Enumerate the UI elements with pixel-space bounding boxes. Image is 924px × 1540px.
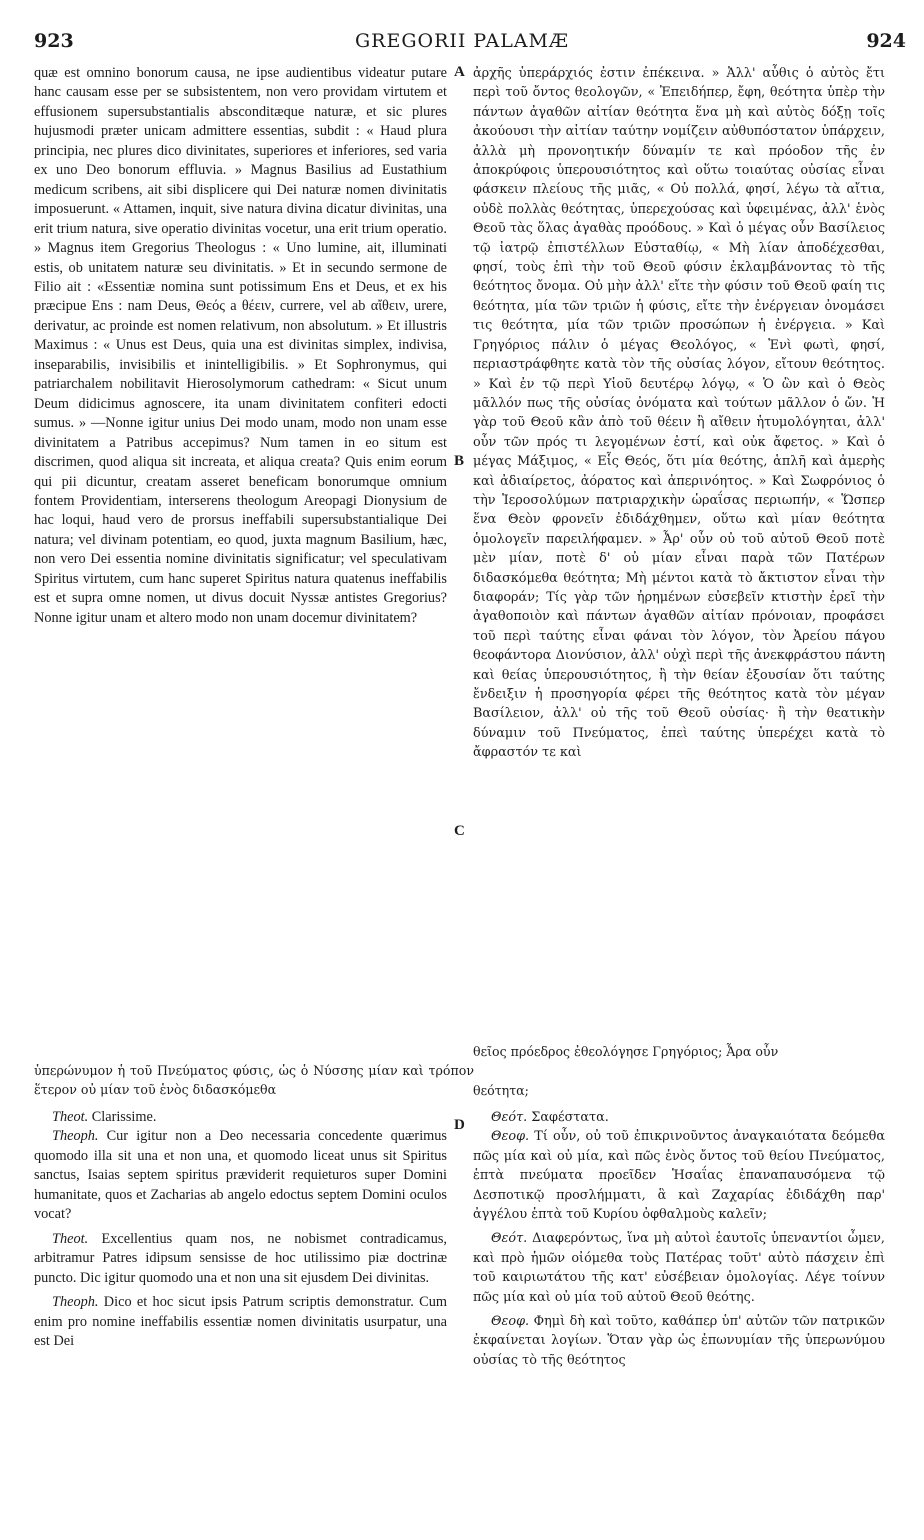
speaker-label: Θεότ. xyxy=(491,1231,528,1247)
speaker-label: Θεοφ. xyxy=(491,1314,530,1330)
margin-marker-a: A xyxy=(454,64,465,80)
page-number-right: 924 xyxy=(866,30,906,52)
latin-speech: Theot. Clarissime. xyxy=(52,1109,157,1125)
latin-column-upper xyxy=(34,64,447,1040)
margin-marker-c: C xyxy=(454,823,465,839)
greek-speech: Θεότ. Διαφερόντως, ἵνα μὴ αὐτοὶ ἑαυτοῖς ὑπεναντίοι ὦμεν, καὶ πρὸ ἡμῶν οἰόμεθα τοὺς Πατέρας τοῦτ' αὐτὸ πάσχειν ἐπὶ τοῦ καιριωτάτου τῆς κατ' εὐσέβειαν ὁμολογίας. Λέγε τοίνυν πῶς μία καὶ οὐ μία τοῦ αὐτοῦ Θεοῦ θεότης. xyxy=(473,1231,885,1305)
greek-dialogue xyxy=(473,1108,885,1538)
greek-spanning-right-2: θεότητα; xyxy=(473,1083,529,1098)
latin-speech: Theoph. Dico et hoc sicut ipsis Patrum scriptis demonstratur. Cum enim pro nomine ineffabilis essentiæ nomen divinitatis usurpatur, una est Dei xyxy=(34,1294,447,1349)
greek-speech: Θεότ. Σαφέστατα. xyxy=(491,1110,609,1125)
speaker-label: Theot. xyxy=(52,1109,89,1125)
page-header xyxy=(0,30,924,58)
greek-speech: Θεοφ. Φημὶ δὴ καὶ τοῦτο, καθάπερ ὑπ' αὐτῶν τῶν πατρικῶν ἐκφαίνεται λογίων. Ὅταν γὰρ ὡς ἐπωνυμίαν τῆς ὑπερωνύμου οὐσίας τὸ τῆς θεότητος xyxy=(473,1314,885,1368)
greek-speech: Θεοφ. Τί οὖν, οὐ τοῦ ἐπικρινοῦντος ἀναγκαιότατα δεόμεθα πῶς μία καὶ οὐ μία, καὶ πῶς ἑνὸς ὄντος τοῦ θείου Πνεύματος, ἑπτὰ πνεύματα προεῖδεν Ἡσαΐας ἐπαναπαυσόμενα τῷ Δεσποτικῷ προσλήμματι, ἃ καὶ Ζαχαρίας ἐδιδάχθη παρ' ἀγγέλου ἑπτὰ τοῦ Κυρίου ὀφθαλμοὺς καλεῖν; xyxy=(473,1129,885,1223)
latin-speech: Theot. Excellentius quam nos, ne nobismet contradicamus, arbitramur Patres idipsum sensisse de hoc utilissimo piæ doctrinæ puncto. Dic igitur quomodo una et non una sit ejusdem Dei divinitas. xyxy=(34,1230,447,1286)
greek-column-upper xyxy=(473,64,885,1049)
latin-paragraph: quæ est omnino bonorum causa, ne ipse audientibus videatur putare hanc causam esse per se subsistentem, non vero providam virtutem et effusionem supersubstantialis absconditæque naturæ, et sic plures hujusmodi præter unicam admittere essentias, subdit : « Haud plura principia, nec plures dico divinitates, superiores et inferiores, sed varia ex uno Deo bonorum effluvia. » Magnus Basilius ad Eustathium medicum scribens, ait sibi displicere qui Dei naturæ nomen divinitatis imposuerunt. « Attamen, inquit, sive natura divina dicatur divinitas, una erit trium natura, sive operatio divinitas vocetur, una erit trium operatio. » Magnus item Gregorius Theologus : « Uno lumine, ait, illuminati estis, ob unitatem naturæ seu divinitatis. » Et in secundo sermone de Filio ait : «Essentiæ nomina sunt potissimum Ens et Deus, et ex his præcipue Ens : nam Deus, Θεός a θέειν, currere, vel ab αἴθειν, urere, derivatur, ac proinde est nomen relativum, non absolutum. » Et illustris Maximus : « Unus est Deus, quia una est divinitas simplex, indivisa, inseparabilis, invisibilis et inintelligibilis. » Et Sophronymus, qui patriarchalem nobilitavit Hierosolymorum cathedram: « Sicut unum Deum didicimus agnoscere, ita unam divinitatem confiteri edocti sumus. » —Nonne igitur unius Dei modo unam, modo non unam esse divinitatem a Patribus accepimus? Num tamen in eo situm est discrimen, quod aliqua sit increata, et aliqua creata? Quis enim eorum qui pii dicuntur, creatam asseret beneficam bonorumque omnium fontem Providentiam, interserens theologum Areopagi Dionysium de hac loqui, haud vero de prorsus ineffabili supersubstantialique Dei natura; vel divinam potentiam, eo quod, juxta magnum Basilium, hæc, non vero Dei essentia nomine divinitatis significatur; vel speculativam Spiritus virtutem, cum hanc superet Spiritus natura quatenus ineffabilis est et supra omne nomen, ut divus docuit Nyssæ antistes Gregorius? Nonne igitur unam et altero modo non unam docemur divinitatem? xyxy=(34,65,447,626)
margin-marker-b: B xyxy=(454,453,465,469)
speaker-label: Θεότ. xyxy=(491,1110,528,1125)
speaker-label: Theoph. xyxy=(52,1294,99,1311)
running-head: GREGORII PALAMÆ xyxy=(354,30,570,52)
speaker-label: Θεοφ. xyxy=(491,1129,530,1145)
speaker-label: Theot. xyxy=(52,1230,89,1247)
page-number-left: 923 xyxy=(34,30,74,52)
latin-speech: Theoph. Cur igitur non a Deo necessaria concedente quærimus quomodo illa sit una et non una, et quomodo liceat unus sit Spiritus sanctus, Isaias septem spiritus præviderit requieturos super Domini humanitate, quos et Zacharias ab angelo edoctus septem Domini oculos vocat? xyxy=(34,1128,447,1223)
greek-spanning-right-1: θεῖος πρόεδρος ἐθεολόγησε Γρηγόριος; Ἆρα οὖν xyxy=(473,1044,779,1059)
speaker-label: Theoph. xyxy=(52,1128,99,1145)
margin-marker-d: D xyxy=(454,1117,465,1133)
latin-dialogue xyxy=(34,1108,447,1538)
greek-spanning-text: ὑπερώνυμον ἡ τοῦ Πνεύματος φύσις, ὡς ὁ Νύσσης μίαν καὶ τρόπον ἕτερον οὐ μίαν τοῦ ἑνὸς διδασκόμεθα xyxy=(34,1063,474,1097)
greek-paragraph: ἀρχῆς ὑπεράρχιός ἐστιν ἐπέκεινα. » Ἀλλ' αὖθις ὁ αὐτὸς ἔτι περὶ τοῦ ὄντος θεολογῶν, « Ἐπειδήπερ, ἔφη, θεότητα ὑπὲρ τὴν πάντων ἀγαθῶν αἰτίαν θεότητα ἕνα μὴ καὶ αὐτὸς δόξῃ τοῖς ἀκούουσι τὴν αἰτίαν ταύτην νομίζειν αὐθυπόστατον ὑπάρχειν, ἀλλὰ μὴ προνοητικήν δύναμίν τε καὶ πρόοδον τῆς ἐν ἀποκρύφοις ὑπερουσιότητος καὶ οὕτω τοιαύτας οὐσίας εἶναι φάσκειν πλείους τῆς μιᾶς, « Οὐ πολλά, φησί, λέγω τὰ αἴτια, οὐδὲ πολλὰς θεότητας, ὑπερεχούσας καὶ ὑφειμένας, ἀλλ' ἑνὸς Θεοῦ τὰς ὅλας ἀγαθὰς προόδους. » Καὶ ὁ μέγας οὖν Βασίλειος τῷ ἰατρῷ ἐπιστέλλων Εὐσταθίῳ, « Μὴ λίαν ἀποδέχεσθαι, φησί, τοὺς ἐπὶ τὴν τοῦ Θεοῦ φύσιν ἐκλαμβάνοντας τὸ τῆς θεότητος ὄνομα. Οὐ μὴν ἀλλ' εἴτε τὴν φύσιν τοῦ Θεοῦ φαίη τις θεότητα, μία τῶν τριῶν ἡ φύσις, εἴτε τὴν ἐνέργειαν ὀνομάσει τις θεότητα, μία τῶν τριῶν προσώπων ἡ ἐνέργεια. » Καὶ Γρηγόριος πάλιν ὁ μέγας Θεολόγος, « Ἑνὶ φωτὶ, φησί, περιαστράφθητε κατὰ τὸν τῆς οὐσίας λόγον, εἴτουν θεότητος. » Καὶ ἐν τῷ περὶ Υἱοῦ δευτέρῳ λόγῳ, « Ὁ ὢν καὶ ὁ Θεὸς μᾶλλόν πως τῆς οὐσίας ὀνόματα καὶ τούτων μᾶλλον ὁ ὤν. Ἡ γὰρ τοῦ Θεοῦ κἂν ἀπὸ τοῦ θέειν ἢ αἴθειν ἡτυμολόγηται, ἀλλ' οὖν τῶν πρός τι λεγομένων ἐστί, καὶ οὐκ ἄφετος. » Καὶ ὁ μέγας Μάξιμος, « Εἷς Θεός, ὅτι μία θεότης, ἁπλῆ καὶ ἀμερὴς καὶ ἀδιαίρετος, ἀόρατος καὶ ἀπερινόητος. » Καὶ Σωφρόνιος ὁ τὴν Ἱεροσολύμων πατριαρχικὴν ὡραΐσας περιωπήν, « Ὥσπερ ἕνα Θεὸν φρονεῖν ἐδιδάχθημεν, οὕτω καὶ μίαν θεότητα ὁμολογεῖν παρειλήφαμεν. » Ἆρ' οὖν οὐ τοῦ αὐτοῦ Θεοῦ ποτὲ μὲν μίαν, ποτὲ δ' οὐ μίαν εἶναι παρὰ τῶν Πατέρων διδασκόμεθα θεότητα; Μὴ μέντοι κατὰ τὸ ἄκτιστον εἶναι τὴν διαφοράν; Τίς γὰρ τῶν ἠρημένων εὐσεβεῖν κτιστὴν ἐρεῖ τὴν ἀγαθοποιὸν καὶ πάντων ἀγαθῶν αἰτίαν πρόνοιαν, προφάσει τοῦ περὶ ταύτης εἶναι φάναι τὸν λόγον, τὸν Ἀρείου πάγου θεοφάντορα Διονύσιον, ἀλλ' οὐχὶ περὶ τῆς ἀνεκφράστου πάντη καὶ θείας ὑπερουσιότητος, ἢ τὴν θείαν ἐξουσίαν ὅτι ταύτης ἔνδειξιν ἡ προσηγορία φέρει τῆς θεότητος κατὰ τὸν μέγαν Βασίλειον, ἀλλ' οὐ τῆς τοῦ Θεοῦ οὐσίας· ἢ τὴν θεατικὴν δύναμιν τοῦ Πνεύματος, ἐπεὶ ταύτης ὑπερέχει κατὰ τὸ ἄφραστόν τε καὶ xyxy=(473,66,885,761)
